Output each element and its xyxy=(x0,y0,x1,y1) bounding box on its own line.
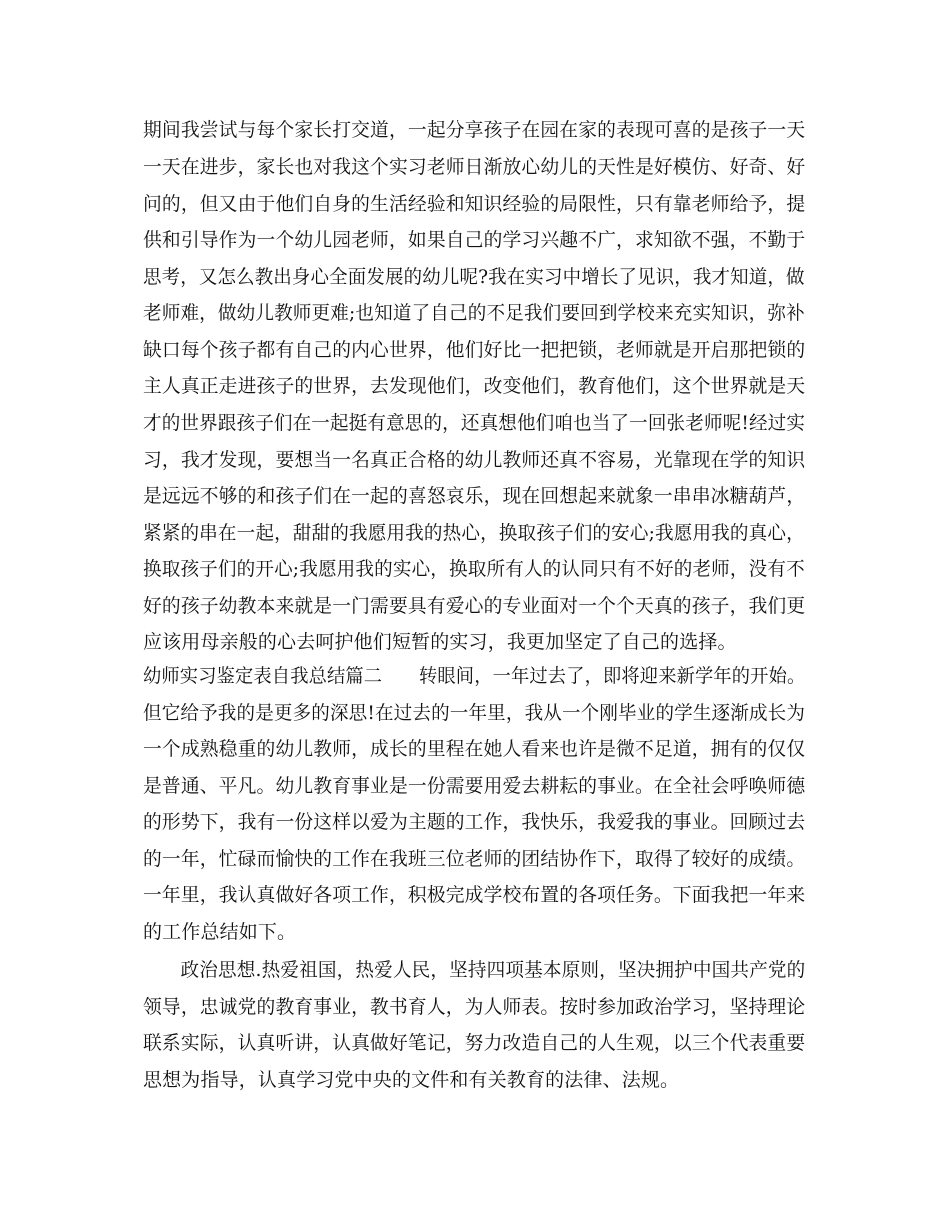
body-text-line: 好的孩子幼教本来就是一门需要具有爱心的专业面对一个个天真的孩子，我们更 xyxy=(143,595,806,617)
body-text-line: 但它给予我的是更多的深思!在过去的一年里，我从一个刚毕业的学生逐渐成长为 xyxy=(143,702,806,724)
body-text-line: 问的，但又由于他们自身的生活经验和知识经验的局限性，只有靠老师给予，提 xyxy=(143,193,806,215)
body-text-line: 是远远不够的和孩子们在一起的喜怒哀乐，现在回想起来就象一串串冰糖葫芦， xyxy=(143,485,806,507)
body-text-line: 才的世界跟孩子们在一起挺有意思的，还真想他们咱也当了一回张老师呢!经过实 xyxy=(143,412,806,434)
section-heading-line: 幼师实习鉴定表自我总结篇二 转眼间，一年过去了，即将迎来新学年的开始。 xyxy=(143,665,806,687)
body-text-line: 的一年，忙碌而愉快的工作在我班三位老师的团结协作下，取得了较好的成绩。 xyxy=(143,848,806,870)
body-text-line: 应该用母亲般的心去呵护他们短暂的实习，我更加坚定了自己的选择。 xyxy=(143,631,737,653)
body-text-line: 缺口每个孩子都有自己的内心世界，他们好比一把把锁，老师就是开启那把锁的 xyxy=(143,339,806,361)
body-text-line: 思考，又怎么教出身心全面发展的幼儿呢?我在实习中增长了见识，我才知道，做 xyxy=(143,266,805,288)
body-text-line: 领导，忠诚党的教育事业，教书育人，为人师表。按时参加政治学习，坚持理论 xyxy=(143,996,806,1018)
body-text-line: 政治思想.热爱祖国，热爱人民，坚持四项基本原则，坚决拥护中国共产党的 xyxy=(143,959,806,981)
body-text-line: 换取孩子们的开心;我愿用我的实心，换取所有人的认同只有不好的老师，没有不 xyxy=(143,558,805,580)
body-text-line: 一天在进步，家长也对我这个实习老师日渐放心幼儿的天性是好模仿、好奇、好 xyxy=(143,156,806,178)
body-text-line: 一年里，我认真做好各项工作，积极完成学校布置的各项任务。下面我把一年来 xyxy=(143,884,806,906)
body-text-line: 的形势下，我有一份这样以爱为主题的工作，我快乐，我爱我的事业。回顾过去 xyxy=(143,811,806,833)
body-text-line: 思想为指导，认真学习党中央的文件和有关教育的法律、法规。 xyxy=(143,1069,680,1091)
body-text-line: 紧紧的串在一起，甜甜的我愿用我的热心，换取孩子们的安心;我愿用我的真心， xyxy=(143,522,805,544)
body-text-line: 老师难，做幼儿教师更难;也知道了自己的不足我们要回到学校来充实知识，弥补 xyxy=(143,302,805,324)
body-text-line: 期间我尝试与每个家长打交道，一起分享孩子在园在家的表现可喜的是孩子一天 xyxy=(143,119,806,141)
body-text-line: 习，我才发现，要想当一名真正合格的幼儿教师还真不容易，光靠现在学的知识 xyxy=(143,449,806,471)
body-text-line: 是普通、平凡。幼儿教育事业是一份需要用爱去耕耘的事业。在全社会呼唤师德 xyxy=(143,775,806,797)
body-text-line: 的工作总结如下。 xyxy=(143,921,297,943)
body-text-line: 主人真正走进孩子的世界，去发现他们，改变他们，教育他们，这个世界就是天 xyxy=(143,375,806,397)
body-text-line: 供和引导作为一个幼儿园老师，如果自己的学习兴趣不广，求知欲不强，不勤于 xyxy=(143,229,806,251)
body-text-line: 联系实际，认真听讲，认真做好笔记，努力改造自己的人生观，以三个代表重要 xyxy=(143,1032,806,1054)
body-text-line: 一个成熟稳重的幼儿教师，成长的里程在她人看来也许是微不足道，拥有的仅仅 xyxy=(143,738,806,760)
